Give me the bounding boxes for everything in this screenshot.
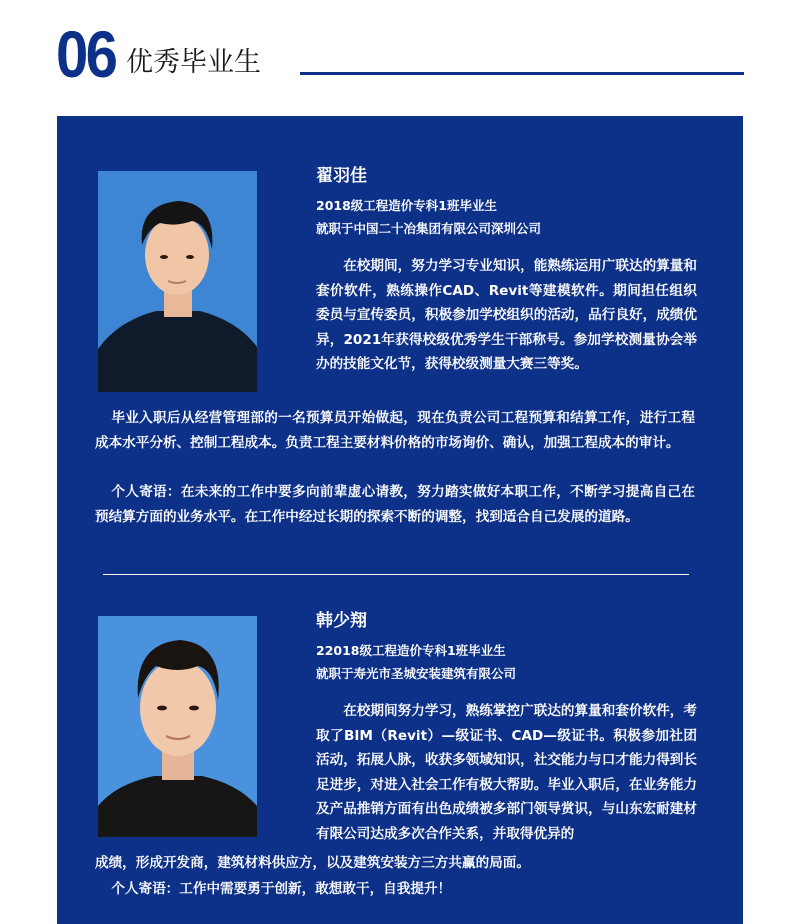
graduate-photo-1	[98, 171, 257, 392]
portrait-figure-1	[98, 171, 257, 392]
section-number: 06	[56, 17, 116, 91]
graduate-intro-2: 在校期间努力学习，熟练掌控广联达的算量和套价软件，考取了BIM（Revit）—级证书、CAD—级证书。积极参加社团活动，拓展人脉，收获多领域知识，社交能力与口才能力得到长足进步，对进入社会工作有极大帮助。毕业入职后，在业务能力及产品推销方面有出色成绩被多部门领导赏识，与山东宏耐建材有限公司达成多次合作关系，并取得优异的	[316, 703, 697, 842]
graduate-work-1: 毕业入职后从经营管理部的一名预算员开始做起，现在负责公司工程预算和结算工作，进行工程成本水平分析、控制工程成本。负责工程主要材料价格的市场询价、确认，加强工程成本的审计。	[95, 410, 695, 451]
graduate-message-1: 个人寄语：在未来的工作中要多向前辈虚心请教，努力踏实做好本职工作，不断学习提高自己在预结算方面的业务水平。在工作中经过长期的探索不断的调整，找到适合自己发展的道路。	[95, 484, 695, 525]
graduate-class-1: 2018级工程造价专科1班毕业生	[316, 198, 497, 213]
graduate-class-2: 22018级工程造价专科1班毕业生	[316, 643, 506, 658]
graduate-intro-1: 在校期间，努力学习专业知识，能熟练运用广联达的算量和套价软件，熟练操作CAD、Revit等建模软件。期间担任组织委员与宣传委员，积极参加学校组织的活动，品行良好，成绩优异，2021年获得校级优秀学生干部称号。参加学校测量协会举办的技能文化节，获得校级测量大赛三等奖。	[316, 258, 697, 372]
section-title: 优秀毕业生	[126, 47, 261, 78]
graduate-name-2: 韩少翔	[316, 611, 367, 631]
graduate-intro-2-cont: 成绩，形成开发商，建筑材料供应方，以及建筑安装方三方共赢的局面。	[95, 855, 530, 871]
header-rule	[300, 72, 744, 75]
graduate-photo-2	[98, 616, 257, 837]
graduate-name-1: 翟羽佳	[316, 166, 367, 186]
graduate-employer-2: 就职于寿光市圣城安装建筑有限公司	[316, 666, 517, 681]
section-header	[56, 17, 746, 91]
portrait-figure-2	[98, 616, 257, 837]
graduate-message-2: 个人寄语：工作中需要勇于创新，敢想敢干，自我提升！	[111, 881, 452, 897]
graduate-employer-1: 就职于中国二十冶集团有限公司深圳公司	[316, 221, 542, 236]
graduate-divider	[103, 574, 689, 575]
graduates-panel	[57, 116, 743, 924]
